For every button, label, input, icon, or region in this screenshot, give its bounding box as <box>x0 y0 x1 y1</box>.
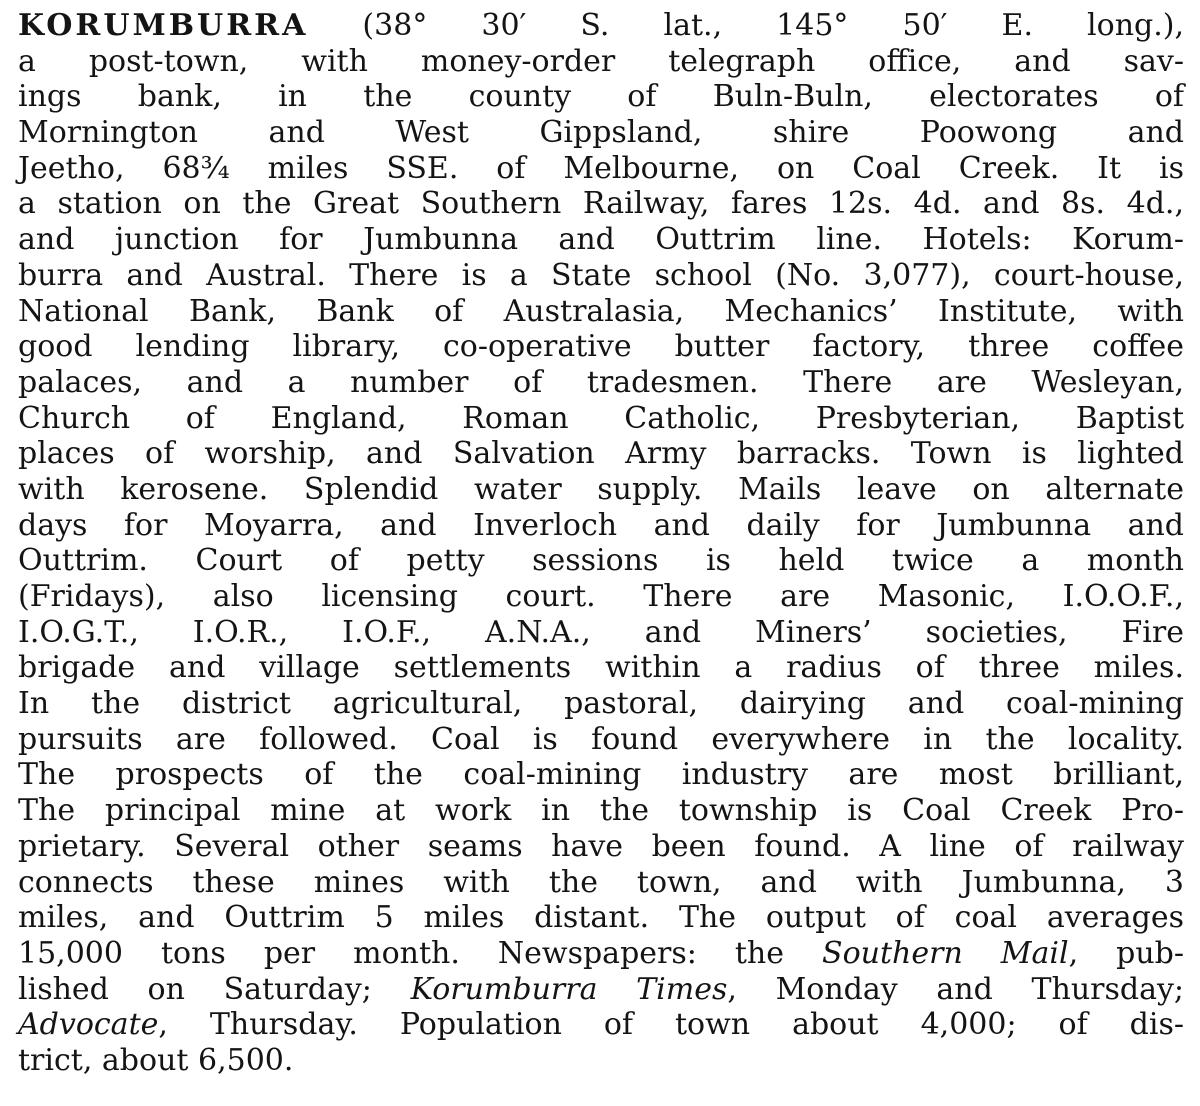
entry-line: miles, and Outtrim 5 miles distant. The output of coal averages <box>18 900 1184 936</box>
entry-line: (Fridays), also licensing court. There are Masonic, I.O.O.F., <box>18 579 1184 614</box>
entry-line: prietary. Several other seams have been found. A line of railway <box>18 828 1184 864</box>
entry-line <box>18 1007 1184 1043</box>
newspaper-title: Southern Mail <box>822 935 1069 971</box>
entry-text: , Thursday. Population of town about 4,000; of dis- <box>158 1007 1184 1043</box>
entry-line: ings bank, in the county of Buln-Buln, electorates of <box>18 79 1184 115</box>
entry-line: a station on the Great Southern Railway, fares 12s. 4d. and 8s. 4d., <box>18 186 1184 222</box>
entry-heading: KORUMBURRA <box>18 8 309 43</box>
entry-line: brigade and village settlements within a radius of three miles. <box>18 650 1184 686</box>
entry-text: 15,000 tons per month. Newspapers: the <box>18 935 823 971</box>
entry-text: , pub- <box>1068 935 1184 971</box>
entry-line: burra and Austral. There is a State school (No. 3,077), court-house, <box>18 257 1184 293</box>
entry-line: Jeetho, 68¾ miles SSE. of Melbourne, on Coal Creek. It is <box>18 150 1184 186</box>
entry-text: , Monday and Thursday; <box>727 971 1185 1007</box>
entry-line: with kerosene. Splendid water supply. Mails leave on alternate <box>18 471 1184 507</box>
entry-line: connects these mines with the town, and with Jumbunna, 3 <box>18 864 1184 900</box>
entry-coordinates: (38° 30′ S. lat., 145° 50′ E. long.), <box>308 8 1184 43</box>
gazetteer-entry <box>18 8 1184 1079</box>
newspaper-title: Korumburra Times <box>410 971 728 1007</box>
entry-line: palaces, and a number of tradesmen. There are Wesleyan, <box>18 364 1184 400</box>
entry-text: lished on Saturday; <box>18 971 411 1007</box>
entry-line <box>18 8 1184 44</box>
entry-line <box>18 936 1184 972</box>
entry-line: I.O.G.T., I.O.R., I.O.F., A.N.A., and Miners’ societies, Fire <box>18 614 1184 650</box>
entry-line: a post-town, with money-order telegraph office, and sav- <box>18 43 1184 79</box>
entry-line: good lending library, co-operative butter factory, three coffee <box>18 329 1184 365</box>
newspaper-title: Advocate <box>18 1007 159 1043</box>
entry-line <box>18 972 1184 1008</box>
entry-line: pursuits are followed. Coal is found everywhere in the locality. <box>18 721 1184 757</box>
entry-line: Outtrim. Court of petty sessions is held twice a month <box>18 543 1184 579</box>
entry-line: trict, about 6,500. <box>18 1042 294 1078</box>
entry-line: The prospects of the coal-mining industry are most brilliant, <box>18 757 1184 793</box>
entry-line: In the district agricultural, pastoral, dairying and coal-mining <box>18 686 1184 722</box>
entry-line: Mornington and West Gippsland, shire Poowong and <box>18 115 1184 151</box>
entry-line: National Bank, Bank of Australasia, Mechanics’ Institute, with <box>18 293 1184 329</box>
entry-line: days for Moyarra, and Inverloch and daily for Jumbunna and <box>18 507 1184 543</box>
entry-line: The principal mine at work in the township is Coal Creek Pro- <box>18 793 1184 829</box>
entry-line: places of worship, and Salvation Army barracks. Town is lighted <box>18 436 1184 472</box>
entry-line: and junction for Jumbunna and Outtrim line. Hotels: Korum- <box>18 222 1184 258</box>
entry-line: Church of England, Roman Catholic, Presbyterian, Baptist <box>18 400 1184 436</box>
